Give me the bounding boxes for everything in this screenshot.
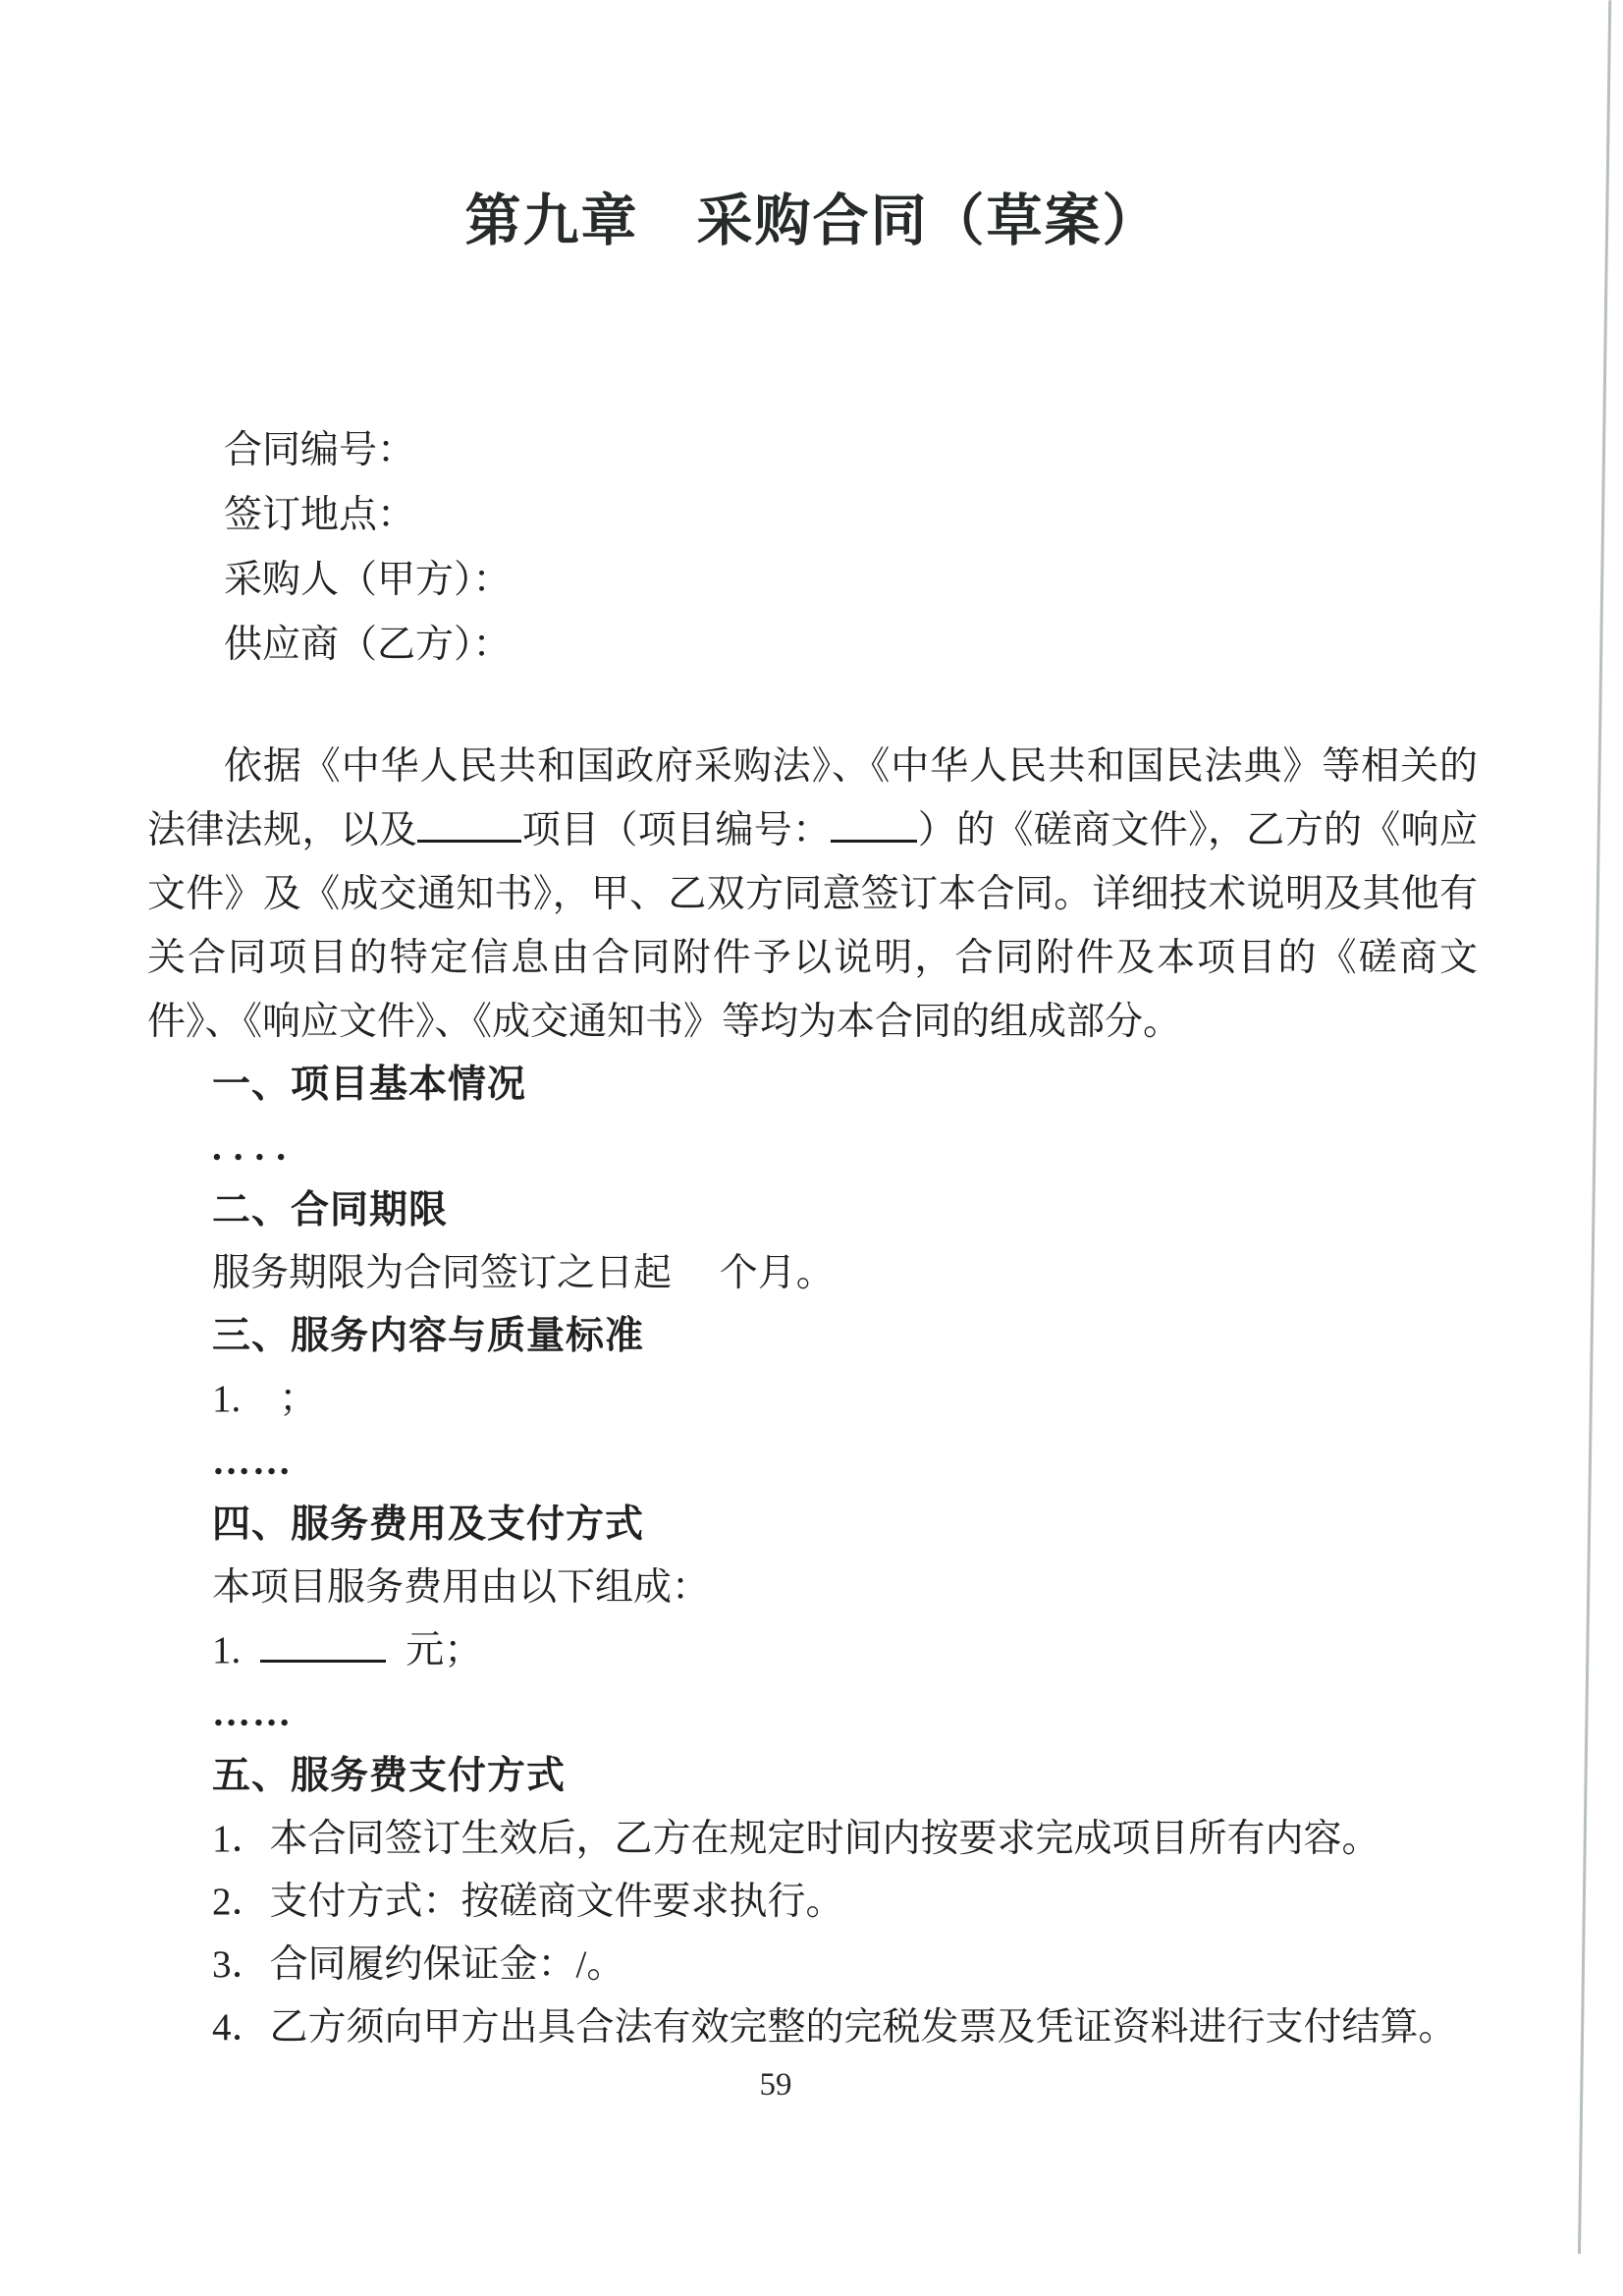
section-5-item-4: 4．乙方须向甲方出具合法有效完整的完税发票及凭证资料进行支付结算。 [212,2006,1457,2049]
contract-header-fields [147,418,1478,678]
scan-artifact-line [1578,0,1611,2254]
field-purchaser-party-a: 采购人（甲方）： [224,559,512,601]
field-supplier-party-b: 供应商（乙方）： [224,624,512,666]
section-5-heading: 五、服务费支付方式 [212,1755,567,1797]
section-4-heading: 四、服务费用及支付方式 [212,1503,645,1546]
intro-paragraph [147,735,1478,1054]
page-number: 59 [759,2067,792,2103]
blank-underline-amount [260,1630,386,1663]
field-contract-number: 合同编号： [224,429,416,471]
section-5-item-2: 2．支付方式：按磋商文件要求执行。 [212,1881,844,1923]
section-4-item-1-unit: 元； [406,1629,483,1671]
section-3-item-1: 1. ； [212,1378,318,1420]
section-2-heading: 二、合同期限 [212,1189,449,1231]
section-4-item-1-number: 1. [212,1629,242,1671]
section-3-heading: 三、服务内容与质量标准 [212,1315,645,1357]
blank-underline-project-name [417,810,521,843]
section-5-item-1: 1．本合同签订生效后，乙方在规定时间内按要求完成项目所有内容。 [212,1818,1380,1860]
intro-part2: 项目（项目编号： [521,809,832,851]
chapter-title: 第九章 采购合同（草案） [464,191,1161,252]
section-3-ellipsis: …… [212,1441,293,1483]
section-1-placeholder-dots: .... [212,1126,298,1169]
section-4-body: 本项目服务费用由以下组成： [212,1566,711,1609]
contract-sections [147,1054,1478,2059]
blank-underline-project-number [831,810,917,843]
section-1-heading: 一、项目基本情况 [212,1064,527,1106]
section-4-item-1 [212,1619,1478,1682]
field-signing-place: 签订地点： [224,494,416,536]
page-content [147,0,1478,2059]
intro-part3: ）的《磋商文件》，乙方的《响应文件》及《成交通知书》，甲、乙双方同意签订本合同。详细技术说明及其他有关合同项目的特定信息由合同附件予以说明，合同附件及本项目的《磋商文件》、《响应文件》、《成交通知书》等均为本合同的组成部分。 [147,809,1478,1043]
intro-part1: 依据《中华人民共和国政府采购法》、《中华人民共和国民法典》等相关的法律法规，以及 [147,745,1478,851]
section-4-ellipsis: …… [212,1692,293,1734]
section-5-item-3: 3．合同履约保证金：/。 [212,1943,625,1986]
section-2-body: 服务期限为合同签订之日起 个月。 [212,1252,835,1294]
